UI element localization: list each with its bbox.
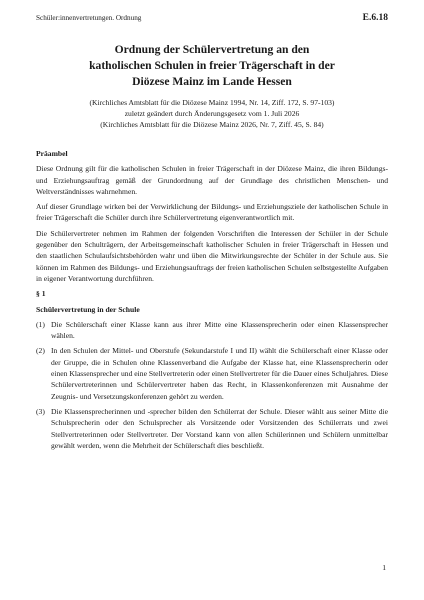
source-references (40, 97, 384, 130)
title-line-1: Ordnung der Schülervertretung an den (114, 43, 310, 56)
item-number: (1) (36, 319, 45, 329)
header-document-code: E.6.18 (362, 13, 388, 23)
title-line-3: Diözese Mainz im Lande Hessen (132, 75, 292, 88)
section-number: § 1 (36, 289, 46, 299)
praeambel-paragraph-3: Die Schülervertreter nehmen im Rahmen der folgenden Vorschriften die Interessen der Schüler in der Schule gegenüber den Schulträgern, der Arbeitsgemeinschaft katholischer Schulen in freier Trägerschaft in Hessen und den staatlichen Schulaufsichtsbehörden wahr und üben die Mitwirkungsrechte der Schüler in der Schule aus. Sie können im Rahmen des Bildungs- und Erziehungsauftrags der freien katholischen Schulen selbstgestellte Aufgaben in eigener Verantwortung durchführen. (36, 228, 388, 283)
section-item (36, 345, 388, 401)
item-text: Die Klassensprecherinnen und -sprecher bilden den Schülerrat der Schule. Dieser wählt aus seiner Mitte die Schulsprecherin oder den Schulsprecher als Vorsitzende oder Vorsitzenden des Schülerrats und zwei Stellvertreterinnen oder Stellvertreter. Der Vorstand kann von allen Schülerinnen und Schülern unmittelbar gewählt werden, wenn die Mehrheit der Schülerschaft dies beschließt. (51, 406, 388, 450)
praeambel-heading: Präambel (36, 149, 68, 158)
item-text: In den Schulen der Mittel- und Oberstufe (Sekundarstufe I und II) wählt die Schülerschaft einer Klasse oder der Gruppe, die in Schulen ohne Klassenverband die Aufgabe der Klasse hat, eine Klassensprecherin oder einen Klassensprecher und eine Stellvertreterin oder einen Stellvertreter für die Dauer eines Schuljahres. Diese Schülervertreterinnen und Schülervertreter haben das Recht, in Klassenkonferenzen mit Ausnahme der Zeugnis- und Versetzungskonferenzen gehört zu werden. (51, 346, 388, 401)
section-title: Schülervertretung in der Schule (36, 304, 140, 314)
reference-line-2: zuletzt geändert durch Änderungsgesetz vom 1. Juli 2026 (124, 109, 300, 118)
document-title (40, 42, 384, 90)
praeambel-paragraph-2: Auf dieser Grundlage wirken bei der Verwirklichung der Bildungs- und Erziehungsziele der katholischen Schule in freier Trägerschaft die Schüler durch ihre Schülervertretung eigenverantwortlich mit. (36, 202, 388, 223)
title-line-2: katholischen Schulen in freier Trägerschaft in der (89, 59, 335, 72)
praeambel-paragraph-1: Diese Ordnung gilt für die katholischen Schulen in freier Trägerschaft in der Diözese Mainz, die ihren Bildungs- und Erziehungsauftrag gemäß der Grundordnung auf der Grundlage des christlichen Menschen- und Weltverständnisses wahrnehmen. (36, 164, 388, 196)
header-collection-title: Schüler:innenvertretungen. Ordnung (36, 14, 142, 22)
running-header (36, 13, 388, 23)
document-body (36, 148, 388, 451)
section-item (36, 319, 388, 342)
section-item (36, 406, 388, 451)
reference-line-1: (Kirchliches Amtsblatt für die Diözese Mainz 1994, Nr. 14, Ziff. 172, S. 97-103) (89, 98, 335, 107)
item-text: Die Schülerschaft einer Klasse kann aus ihrer Mitte eine Klassensprecherin oder einen Klassensprecher wählen. (51, 319, 388, 341)
page-number: 1 (382, 563, 386, 572)
item-number: (2) (36, 346, 45, 356)
reference-line-3: (Kirchliches Amtsblatt für die Diözese Mainz 2026, Nr. 7, Ziff. 45, S. 84) (100, 120, 324, 129)
item-number: (3) (36, 406, 45, 416)
